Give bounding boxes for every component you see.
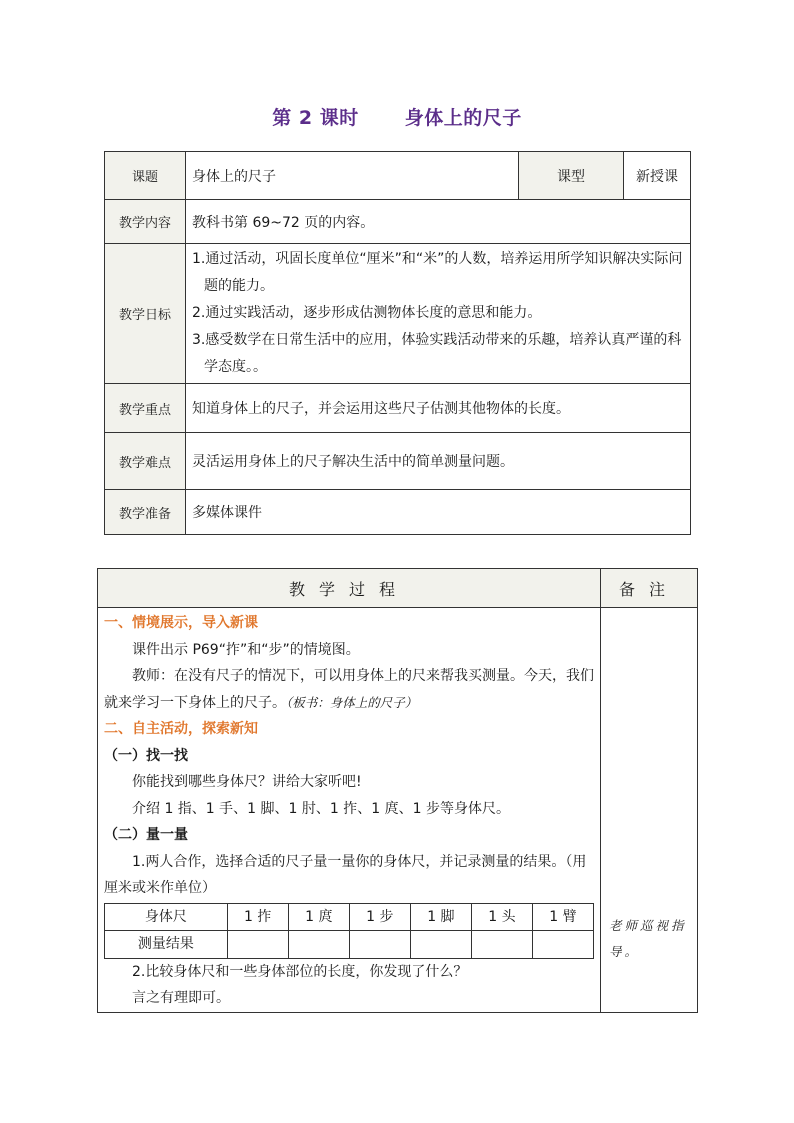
measure-cell [288, 931, 349, 959]
measure-cell [227, 931, 288, 959]
paragraph-text: 教师：在没有尺子的情况下，可以用身体上的尺来帮我买测量。今天，我们就来学习一下身体上的尺子。 [104, 668, 594, 711]
measure-header: 1 步 [349, 903, 410, 931]
paragraph: 1.两人合作，选择合适的尺子量一量你的身体尺，并记录测量的结果。（用厘米或米作单位） [104, 853, 587, 896]
goal-item: 1.通过活动，巩固长度单位“厘米”和“米”的人数，培养运用所学知识解决实际问题的能力。 [192, 251, 683, 294]
difficulty-value: 灵活运用身体上的尺子解决生活中的简单测量问题。 [186, 433, 691, 490]
measure-cell [532, 931, 593, 959]
measure-row-label: 测量结果 [105, 931, 228, 959]
paragraph: 你能找到哪些身体尺？讲给大家听吧! [132, 774, 362, 790]
paragraph: 课件出示 P69“拃”和“步”的情境图。 [132, 641, 360, 658]
lesson-number: 第 2 课时 [272, 107, 359, 129]
subject-label: 课题 [105, 152, 186, 200]
measurement-table [104, 903, 594, 959]
measure-header: 1 庹 [288, 903, 349, 931]
difficulty-label: 教学难点 [105, 433, 186, 490]
note-cell [601, 608, 698, 1013]
note-header: 备注 [601, 569, 698, 608]
process-content [98, 608, 601, 1013]
measure-header: 1 脚 [410, 903, 471, 931]
section-heading: 二、自主活动，探索新知 [104, 721, 258, 737]
paragraph: 2.比较身体尺和一些身体部位的长度，你发现了什么？ [132, 963, 468, 980]
page-title [0, 103, 794, 130]
measure-header: 1 臂 [532, 903, 593, 931]
subsection-heading: （一）找一找 [104, 747, 188, 764]
measure-cell [471, 931, 532, 959]
board-note: （板书：身体上的尺子） [286, 694, 418, 710]
subject-value: 身体上的尺子 [186, 152, 519, 200]
lesson-topic: 身体上的尺子 [404, 107, 522, 129]
paragraph: 介绍 1 指、1 手、1 脚、1 肘、1 拃、1 庹、1 步等身体尺。 [132, 800, 510, 817]
goals-cell [186, 244, 691, 384]
measure-cell [410, 931, 471, 959]
paragraph: 言之有理即可。 [132, 990, 230, 1006]
subsection-heading: （二）量一量 [104, 827, 188, 843]
section-heading: 一、情境展示，导入新课 [104, 615, 258, 631]
content-value: 教科书第 69~72 页的内容。 [186, 200, 691, 244]
teaching-process-table [97, 568, 698, 1013]
goal-label: 教学日标 [105, 244, 186, 384]
teacher-note: 老师巡视指导。 [609, 918, 687, 959]
type-value: 新授课 [624, 152, 691, 200]
measure-header: 1 拃 [227, 903, 288, 931]
type-label: 课型 [519, 152, 624, 200]
key-value: 知道身体上的尺子，并会运用这些尺子估测其他物体的长度。 [186, 384, 691, 433]
paragraph [104, 663, 594, 716]
measure-cell [349, 931, 410, 959]
prep-label: 教学准备 [105, 490, 186, 535]
goal-item: 2.通过实践活动，逐步形成估测物体长度的意思和能力。 [192, 305, 542, 321]
key-label: 教学重点 [105, 384, 186, 433]
goal-item: 3.感受数学在日常生活中的应用，体验实践活动带来的乐趣，培养认真严谨的科学态度。。 [192, 332, 682, 375]
content-label: 教学内容 [105, 200, 186, 244]
measure-header: 身体尺 [105, 903, 228, 931]
measure-header: 1 头 [471, 903, 532, 931]
process-header: 教学过程 [98, 569, 601, 608]
prep-value: 多媒体课件 [186, 490, 691, 535]
lesson-info-table [104, 151, 691, 535]
